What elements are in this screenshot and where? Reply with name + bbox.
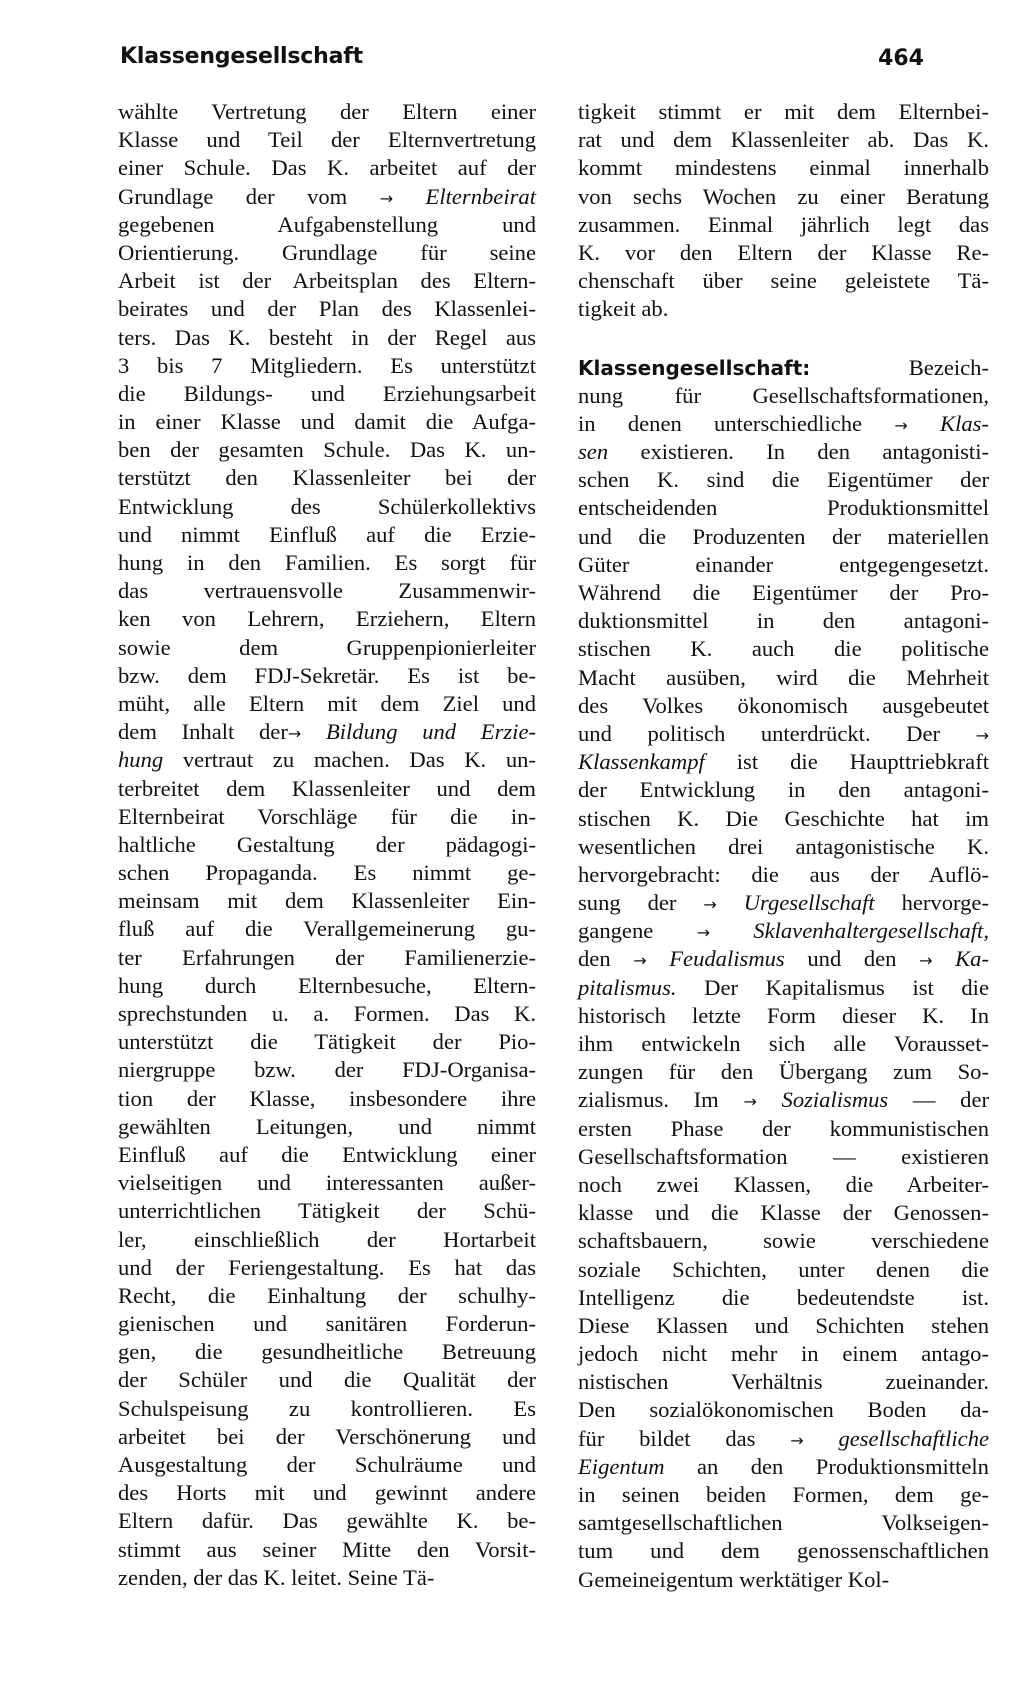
cross-reference[interactable]: pitalismus. xyxy=(578,974,677,1000)
cross-reference[interactable]: sen xyxy=(578,439,609,465)
text-line: sung der → Urgesellschaft hervorge- xyxy=(578,890,989,916)
text-line: und die Produzenten der materiellen xyxy=(578,523,989,549)
text-line: meinsam mit dem Klassenleiter Ein- xyxy=(118,888,536,914)
text-line: klasse und die Klasse der Genossen- xyxy=(578,1200,989,1226)
text-line: das vertrauensvolle Zusammenwir- xyxy=(118,578,536,604)
text-line: chenschaft über seine geleistete Tä- xyxy=(578,268,989,294)
text-line: Gesellschaftsformation — existieren xyxy=(578,1143,989,1169)
text-line: ihm entwickeln sich alle Vorausset- xyxy=(578,1031,989,1056)
left-column xyxy=(118,98,536,1592)
text-line: sen existieren. In den antagonisti- xyxy=(578,439,989,465)
text-line: hung in den Familien. Es sorgt für xyxy=(118,550,536,575)
text-line: den → Feudalismus und den → Ka- xyxy=(578,946,989,972)
text-line: Den sozialökonomischen Boden da- xyxy=(578,1397,989,1423)
text-line: in seinen beiden Formen, dem ge- xyxy=(578,1482,989,1507)
text-line: für bildet das → gesellschaftliche xyxy=(578,1425,990,1451)
text-line: hervorgebracht: die aus der Auflö- xyxy=(578,861,989,887)
text-line: nung für Gesellschaftsformationen, xyxy=(578,382,989,408)
text-line: fluß auf die Verallgemeinerung gu- xyxy=(118,916,536,942)
text-line: ben der gesamten Schule. Das K. un- xyxy=(118,437,536,463)
running-title: Klassengesellschaft xyxy=(120,44,363,69)
text-line: tion der Klasse, insbesondere ihre xyxy=(118,1085,536,1111)
text-line: wesentlichen drei antagonistische K. xyxy=(578,833,989,859)
cross-reference[interactable]: Urgesellschaft xyxy=(743,890,875,916)
cross-reference-arrow: → xyxy=(919,951,933,971)
text-line: duktionsmittel in den antagoni- xyxy=(578,608,989,634)
text-line: vielseitigen und interessanten außer- xyxy=(118,1170,536,1196)
text-line: 3 bis 7 Mitgliedern. Es unterstützt xyxy=(118,352,536,378)
text-line: nistischen Verhältnis zueinander. xyxy=(578,1369,989,1395)
cross-reference[interactable]: Klas- xyxy=(940,410,989,436)
text-line: ters. Das K. besteht in der Regel aus xyxy=(118,324,536,350)
text-line: tigkeit stimmt er mit dem Elternbei- xyxy=(578,99,989,124)
text-line: die Bildungs- und Erziehungsarbeit xyxy=(118,380,536,406)
text-line: samtgesellschaftlichen Volkseigen- xyxy=(578,1510,989,1536)
text-line: hung durch Elternbesuche, Eltern- xyxy=(118,972,536,998)
text-line: Güter einander entgegengesetzt. xyxy=(578,551,989,577)
text-line: ersten Phase der kommunistischen xyxy=(578,1115,989,1141)
text-line: Eltern dafür. Das gewählte K. be- xyxy=(118,1508,536,1534)
text-line: Recht, die Einhaltung der schulhy- xyxy=(118,1282,536,1308)
cross-reference[interactable]: Ka- xyxy=(955,946,989,972)
cross-reference[interactable]: hung xyxy=(118,747,164,773)
text-line: Grundlage der vom → Elternbeirat xyxy=(118,183,536,209)
cross-reference-arrow: → xyxy=(379,188,394,208)
text-line: gangene → Sklavenhaltergesellschaft, xyxy=(578,918,989,944)
text-line: haltliche Gestaltung der pädagogi- xyxy=(118,831,536,857)
text-line: Während die Eigentümer der Pro- xyxy=(578,580,989,605)
cross-reference-arrow: → xyxy=(975,725,989,745)
text-line: jedoch nicht mehr in einem antago- xyxy=(578,1341,989,1367)
text-line: müht, alle Eltern mit dem Ziel und xyxy=(118,690,536,716)
entry-first-line: Klassengesellschaft: Bezeich- xyxy=(578,354,989,380)
text-line: kommt mindestens einmal innerhalb xyxy=(578,155,989,181)
text-line: zusammen. Einmal jährlich legt das xyxy=(578,211,989,237)
text-line: K. vor den Eltern der Klasse Re- xyxy=(578,239,989,265)
text-line: in denen unterschiedliche → Klas- xyxy=(578,410,989,436)
text-line: sowie dem Gruppenpionierleiter xyxy=(118,634,536,660)
text-line: unterstützt die Tätigkeit der Pio- xyxy=(118,1029,536,1055)
text-line: entscheidenden Produktionsmittel xyxy=(578,495,989,521)
text-line: stimmt aus seiner Mitte den Vorsit- xyxy=(118,1536,536,1562)
text-line: Klassenkampf ist die Haupttriebkraft xyxy=(578,749,989,775)
text-line: Eigentum an den Produktionsmitteln xyxy=(578,1453,989,1479)
text-line: Klasse und Teil der Elternvertretung xyxy=(118,127,536,153)
cross-reference[interactable]: Klassenkampf xyxy=(578,749,705,775)
text-line: gegebenen Aufgabenstellung und xyxy=(118,211,536,237)
text-line: des Horts mit und gewinnt andere xyxy=(118,1480,536,1506)
text-line: noch zwei Klassen, die Arbeiter- xyxy=(578,1171,989,1197)
text-line: und nimmt Einfluß auf die Erzie- xyxy=(118,521,536,547)
cross-reference-arrow: → xyxy=(633,951,647,971)
text-line: unterrichtlichen Tätigkeit der Schü- xyxy=(118,1198,536,1224)
text-line: Orientierung. Grundlage für seine xyxy=(118,239,536,265)
text-line: bzw. dem FDJ-Sekretär. Es ist be- xyxy=(118,662,536,688)
text-line: niergruppe bzw. der FDJ-Organisa- xyxy=(118,1057,536,1083)
text-line: der Schüler und die Qualität der xyxy=(118,1367,536,1393)
text-line: schen K. sind die Eigentümer der xyxy=(578,467,989,493)
text-line: gen, die gesundheitliche Betreuung xyxy=(118,1339,536,1365)
text-line: Einfluß auf die Entwicklung einer xyxy=(118,1141,536,1167)
text-line: der Entwicklung in den antagoni- xyxy=(578,777,989,803)
cross-reference-arrow: → xyxy=(894,415,908,435)
text-line: wählte Vertretung der Eltern einer xyxy=(118,99,536,124)
text-line: gienischen und sanitären Forderun- xyxy=(118,1311,536,1337)
text-line: von sechs Wochen zu einer Beratung xyxy=(578,183,989,209)
paragraph-gap xyxy=(578,324,989,354)
text-line: ken von Lehrern, Erziehern, Eltern xyxy=(118,606,536,632)
text-line: dem Inhalt der→ Bildung und Erzie- xyxy=(118,719,536,745)
text-line: Ausgestaltung der Schulräume und xyxy=(118,1452,536,1477)
text-line: tigkeit ab. xyxy=(578,296,669,322)
cross-reference-arrow: → xyxy=(790,1430,804,1450)
right-column xyxy=(578,98,989,1594)
text-line: gewählten Leitungen, und nimmt xyxy=(118,1113,536,1139)
text-line: Entwicklung des Schülerkollektivs xyxy=(118,493,536,519)
entry-headword: Klassengesellschaft: xyxy=(578,355,811,380)
text-line: pitalismus. Der Kapitalismus ist die xyxy=(578,974,989,1000)
text-line: in einer Klasse und damit die Aufga- xyxy=(118,409,536,435)
text-line: Elternbeirat Vorschläge für die in- xyxy=(118,803,536,829)
text-line: ler, einschließlich der Hortarbeit xyxy=(118,1226,536,1252)
cross-reference-arrow: → xyxy=(703,895,717,915)
text-line: Gemeineigentum werktätiger Kol- xyxy=(578,1566,890,1592)
cross-reference[interactable]: Eigentum xyxy=(578,1453,665,1479)
cross-reference[interactable]: Bildung und Erzie- xyxy=(325,719,536,745)
text-line: des Volkes ökonomisch ausgebeutet xyxy=(578,692,989,718)
text-line: hung vertraut zu machen. Das K. un- xyxy=(118,747,536,773)
text-line: Intelligenz die bedeutendste ist. xyxy=(578,1284,989,1310)
text-line: und der Feriengestaltung. Es hat das xyxy=(118,1254,536,1280)
text-line: und politisch unterdrückt. Der → xyxy=(578,720,989,746)
text-line: einer Schule. Das K. arbeitet auf der xyxy=(118,155,536,181)
cross-reference-arrow: → xyxy=(696,923,710,943)
text-line: ter Erfahrungen der Familienerzie- xyxy=(118,944,536,970)
text-line: Diese Klassen und Schichten stehen xyxy=(578,1312,989,1338)
page-number: 464 xyxy=(878,46,924,71)
text-line: terstützt den Klassenleiter bei der xyxy=(118,465,536,491)
cross-reference[interactable]: Feudalismus xyxy=(669,946,785,972)
text-line: arbeitet bei der Verschönerung und xyxy=(118,1423,536,1449)
text-line: rat und dem Klassenleiter ab. Das K. xyxy=(578,127,989,153)
text-line: terbreitet dem Klassenleiter und dem xyxy=(118,775,536,801)
text-line: schaftsbauern, sowie verschiedene xyxy=(578,1228,989,1254)
cross-reference[interactable]: Sozialismus xyxy=(781,1087,889,1113)
cross-reference-arrow: → xyxy=(287,724,302,744)
cross-reference[interactable]: Sklavenhaltergesellschaft, xyxy=(753,918,989,944)
text-line: schen Propaganda. Es nimmt ge- xyxy=(118,860,536,886)
text-line: Macht ausüben, wird die Mehrheit xyxy=(578,664,989,690)
text-line: zialismus. Im → Sozialismus — der xyxy=(578,1087,990,1113)
cross-reference-arrow: → xyxy=(743,1092,757,1112)
text-line: Arbeit ist der Arbeitsplan des Eltern- xyxy=(118,268,536,294)
text-line: stischen K. Die Geschichte hat im xyxy=(578,805,989,831)
text-line: Schulspeisung zu kontrollieren. Es xyxy=(118,1395,536,1421)
text-line: historisch letzte Form dieser K. In xyxy=(578,1002,989,1028)
cross-reference[interactable]: Elternbeirat xyxy=(425,183,536,209)
text-line: beirates und der Plan des Klassenlei- xyxy=(118,296,536,322)
text-line: tum und dem genossenschaftlichen xyxy=(578,1538,989,1564)
text-line: stischen K. auch die politische xyxy=(578,636,989,662)
cross-reference[interactable]: gesellschaftliche xyxy=(838,1425,990,1451)
text-line: sprechstunden u. a. Formen. Das K. xyxy=(118,1001,536,1026)
text-line: soziale Schichten, unter denen die xyxy=(578,1256,989,1282)
text-line: zungen für den Übergang zum So- xyxy=(578,1059,989,1085)
text-line: zenden, der das K. leitet. Seine Tä- xyxy=(118,1564,435,1590)
